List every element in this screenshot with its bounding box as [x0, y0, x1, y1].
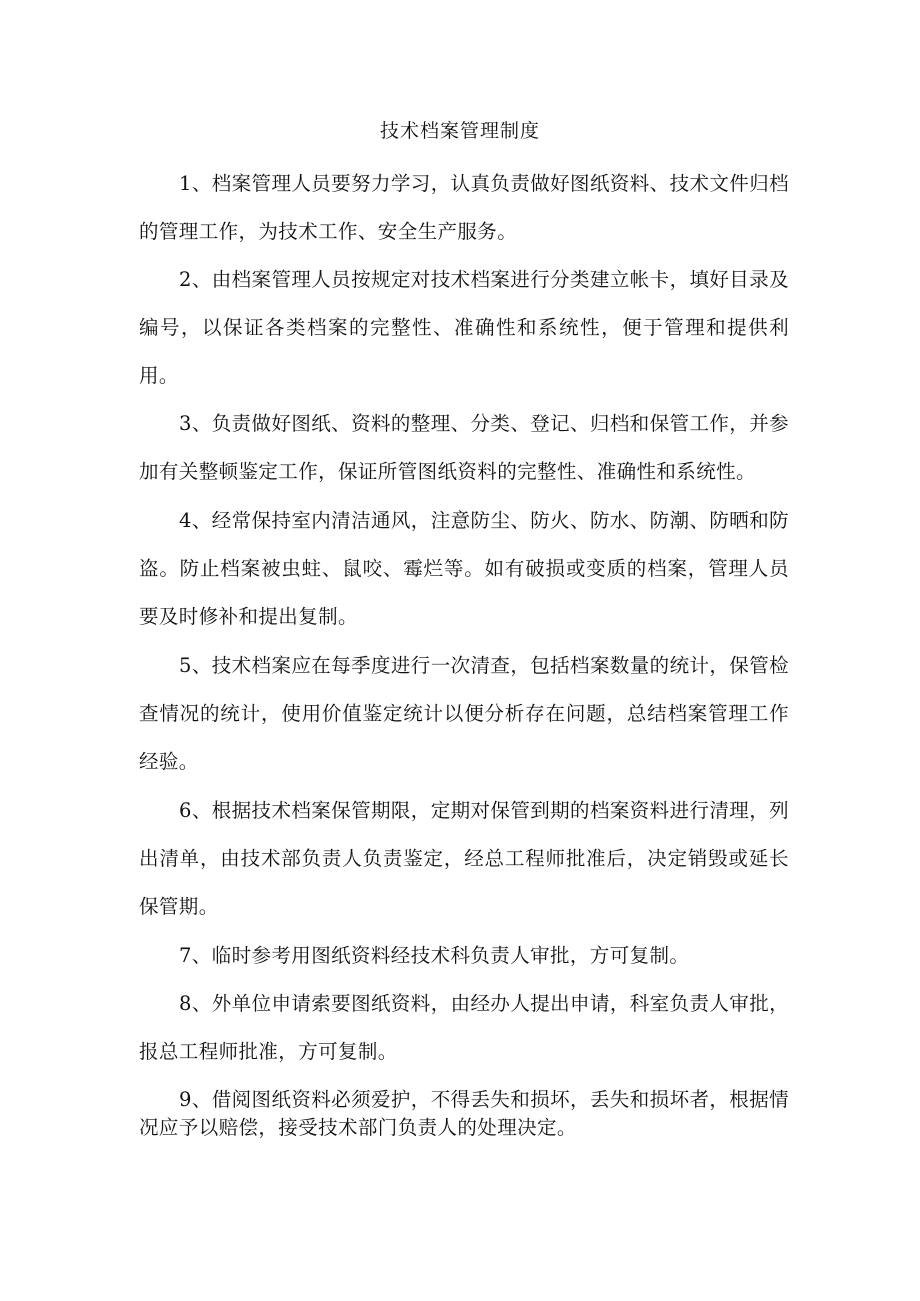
paragraph-4: 4、经常保持室内清洁通风，注意防尘、防火、防水、防潮、防晒和防盗。防止档案被虫蛀、鼠咬、霉烂等。如有破损或变质的档案，管理人员要及时修补和提出复制。 [139, 509, 789, 628]
paragraph-1: 1、档案管理人员要努力学习，认真负责做好图纸资料、技术文件归档的管理工作，为技术工作、安全生产服务。 [139, 172, 789, 243]
paragraph-6: 6、根据技术档案保管期限，定期对保管到期的档案资料进行清理，列出清单，由技术部负责人负责鉴定，经总工程师批准后，决定销毁或延长保管期。 [139, 799, 789, 918]
paragraph-8: 8、外单位申请索要图纸资料，由经办人提出申请，科室负责人审批，报总工程师批准，方可复制。 [139, 992, 789, 1063]
paragraph-2: 2、由档案管理人员按规定对技术档案进行分类建立帐卡，填好目录及编号，以保证各类档案的完整性、准确性和系统性，便于管理和提供利用。 [139, 268, 789, 387]
paragraph-5: 5、技术档案应在每季度进行一次清查，包括档案数量的统计，保管检查情况的统计，使用价值鉴定统计以便分析存在问题，总结档案管理工作经验。 [139, 654, 789, 773]
paragraph-9: 9、借阅图纸资料必须爱护，不得丢失和损坏，丢失和损坏者，根据情况应予以赔偿，接受技术部门负责人的处理决定。 [139, 1088, 789, 1139]
paragraph-3: 3、负责做好图纸、资料的整理、分类、登记、归档和保管工作，并参加有关整顿鉴定工作，保证所管图纸资料的完整性、准确性和系统性。 [139, 412, 789, 483]
paragraph-7: 7、临时参考用图纸资料经技术科负责人审批，方可复制。 [179, 944, 690, 967]
document-title: 技术档案管理制度 [379, 120, 540, 142]
